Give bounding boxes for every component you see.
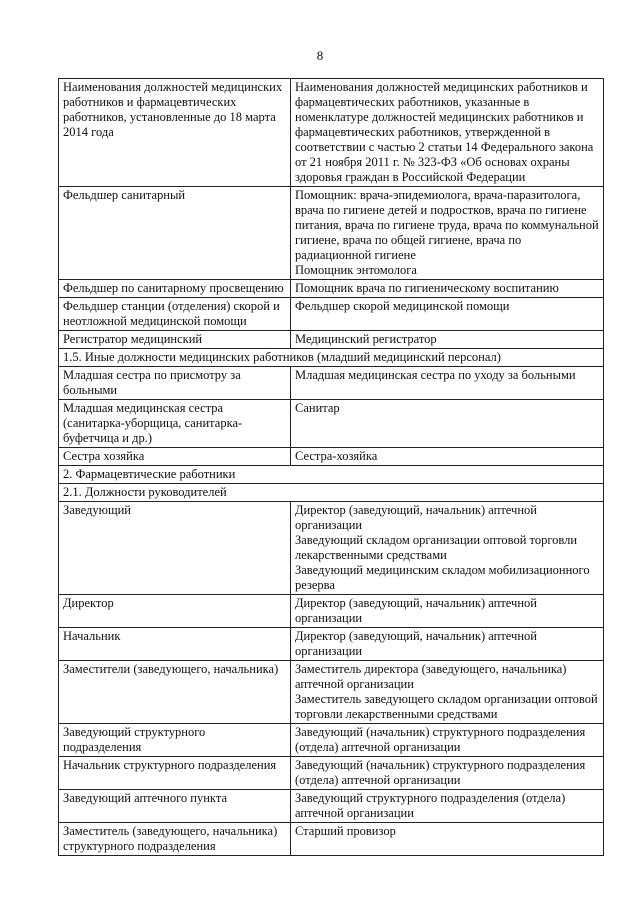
new-position-cell <box>291 331 604 349</box>
old-position-cell: Младшая медицинская сестра (санитарка-уборщица, санитарка-буфетчица и др.) <box>59 400 291 448</box>
table-row <box>59 595 604 628</box>
new-position-cell <box>291 790 604 823</box>
new-position-entry: Младшая медицинская сестра по уходу за больными <box>295 368 576 382</box>
table-row <box>59 367 604 400</box>
new-position-entry: Директор (заведующий, начальник) аптечной организации <box>295 503 537 532</box>
table-row <box>59 661 604 724</box>
new-position-cell <box>291 595 604 628</box>
table-row <box>59 280 604 298</box>
section-row <box>59 466 604 484</box>
positions-table <box>58 78 604 856</box>
old-position-cell: Фельдшер по санитарному просвещению <box>59 280 291 298</box>
section-heading: 2.1. Должности руководителей <box>59 484 604 502</box>
table-row <box>59 757 604 790</box>
section-row <box>59 349 604 367</box>
table-row <box>59 724 604 757</box>
table-row <box>59 448 604 466</box>
table-row <box>59 790 604 823</box>
table-row <box>59 502 604 595</box>
header-old-titles: Наименования должностей медицинских работников и фармацевтических работников, установленные до 18 марта 2014 года <box>59 79 291 187</box>
table-body <box>59 187 604 856</box>
new-position-entry: Директор (заведующий, начальник) аптечной организации <box>295 596 537 625</box>
new-position-entry: Заведующий медицинским складом мобилизационного резерва <box>295 563 590 592</box>
old-position-cell: Регистратор медицинский <box>59 331 291 349</box>
table-row <box>59 400 604 448</box>
new-position-cell <box>291 628 604 661</box>
new-position-entry: Заведующий (начальник) структурного подразделения (отдела) аптечной организации <box>295 758 586 787</box>
new-position-cell <box>291 400 604 448</box>
old-position-cell: Начальник <box>59 628 291 661</box>
new-position-entry: Заведующий (начальник) структурного подразделения (отдела) аптечной организации <box>295 725 586 754</box>
new-position-cell <box>291 724 604 757</box>
new-position-entry: Заместитель заведующего складом организации оптовой торговли лекарственными средствами <box>295 692 598 721</box>
new-position-entry: Старший провизор <box>295 824 396 838</box>
new-position-cell <box>291 280 604 298</box>
new-position-entry: Помощник: врача-эпидемиолога, врача-паразитолога, врача по гигиене детей и подростков, врача по гигиене питания, врача по гигиене труда, врача по коммунальной гигиене, врача по общей гигиене, врача по радиационной гигиене <box>295 188 599 262</box>
new-position-entry: Фельдшер скорой медицинской помощи <box>295 299 510 313</box>
old-position-cell: Начальник структурного подразделения <box>59 757 291 790</box>
old-position-cell: Директор <box>59 595 291 628</box>
new-position-cell <box>291 298 604 331</box>
table-row <box>59 823 604 856</box>
old-position-cell: Заведующий <box>59 502 291 595</box>
old-position-cell: Заместитель (заведующего, начальника) структурного подразделения <box>59 823 291 856</box>
new-position-entry: Помощник энтомолога <box>295 263 417 277</box>
old-position-cell: Заместители (заведующего, начальника) <box>59 661 291 724</box>
old-position-cell: Младшая сестра по присмотру за больными <box>59 367 291 400</box>
new-position-entry: Медицинский регистратор <box>295 332 437 346</box>
new-position-entry: Заведующий складом организации оптовой торговли лекарственными средствами <box>295 533 578 562</box>
table-row <box>59 331 604 349</box>
old-position-cell: Заведующий аптечного пункта <box>59 790 291 823</box>
new-position-cell <box>291 661 604 724</box>
old-position-cell: Фельдшер санитарный <box>59 187 291 280</box>
new-position-entry: Заместитель директора (заведующего, начальника) аптечной организации <box>295 662 567 691</box>
page-number: 8 <box>316 48 324 63</box>
header-new-titles: Наименования должностей медицинских работников и фармацевтических работников, указанные в номенклатуре должностей медицинских работников и фармацевтических работников, утвержденной в соответствии с частью 2 статьи 14 Федерального закона от 21 ноября 2011 г. № 323-ФЗ «Об основах охраны здоровья граждан в Российской Федерации <box>291 79 604 187</box>
old-position-cell: Фельдшер станции (отделения) скорой и неотложной медицинской помощи <box>59 298 291 331</box>
new-position-entry: Помощник врача по гигиеническому воспитанию <box>295 281 559 295</box>
new-position-cell <box>291 823 604 856</box>
table-row <box>59 628 604 661</box>
new-position-entry: Сестра-хозяйка <box>295 449 378 463</box>
table-row <box>59 187 604 280</box>
table-header-row <box>59 79 604 187</box>
table-row <box>59 298 604 331</box>
new-position-cell <box>291 367 604 400</box>
new-position-cell <box>291 757 604 790</box>
new-position-entry: Директор (заведующий, начальник) аптечной организации <box>295 629 537 658</box>
old-position-cell: Заведующий структурного подразделения <box>59 724 291 757</box>
section-row <box>59 484 604 502</box>
new-position-cell <box>291 502 604 595</box>
new-position-cell <box>291 448 604 466</box>
new-position-entry: Санитар <box>295 401 340 415</box>
new-position-cell <box>291 187 604 280</box>
section-heading: 1.5. Иные должности медицинских работников (младший медицинский персонал) <box>59 349 604 367</box>
new-position-entry: Заведующий структурного подразделения (отдела) аптечной организации <box>295 791 566 820</box>
section-heading: 2. Фармацевтические работники <box>59 466 604 484</box>
old-position-cell: Сестра хозяйка <box>59 448 291 466</box>
